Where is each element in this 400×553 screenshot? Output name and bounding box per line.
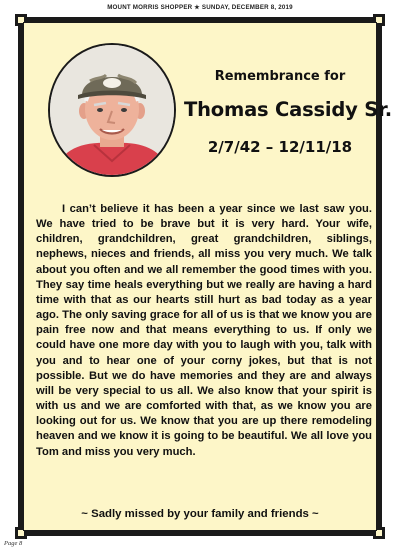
deceased-name: Thomas Cassidy Sr. xyxy=(184,98,392,121)
portrait-illustration xyxy=(50,45,174,175)
memorial-panel xyxy=(23,22,392,531)
memorial-message: I can’t believe it has been a year since we last saw you. We have tried to be brave but it is very hard. Your wife, children, grandchildren, great grandchildren, siblings, nephews, nieces and friends, all miss you very much. We talk about you often and we all remember the good times with you. They say time heals everything but we really are having a hard time with that as our hearts still hurt as bad today as a year ago. The only saving grace for all of us is that we know you are pain free now and that means everything to us. If only we could have one more day with you to laugh with you, talk with you and to hear one of your corny jokes, but that is not possible. But we do have memories and they are and always will be very special to us all. We also know that your spirit is with us and we are comforted with that, as we know you are looking out for us. We know that you are up there remodeling heaven and we know it is going to be beautiful. We all love you Tom and miss you very much. xyxy=(36,203,372,458)
memorial-frame xyxy=(18,17,392,536)
masthead: MOUNT MORRIS SHOPPER ★ SUNDAY, DECEMBER 8, 2019 xyxy=(107,4,293,11)
page-number: Page 8 xyxy=(4,540,23,547)
portrait-photo xyxy=(48,43,176,177)
memorial-header xyxy=(184,63,392,156)
signoff-line: ~ Sadly missed by your family and friends ~ xyxy=(81,508,319,520)
remembrance-heading: Remembrance for xyxy=(214,69,346,84)
life-dates: 2/7/42 – 12/11/18 xyxy=(207,138,353,156)
